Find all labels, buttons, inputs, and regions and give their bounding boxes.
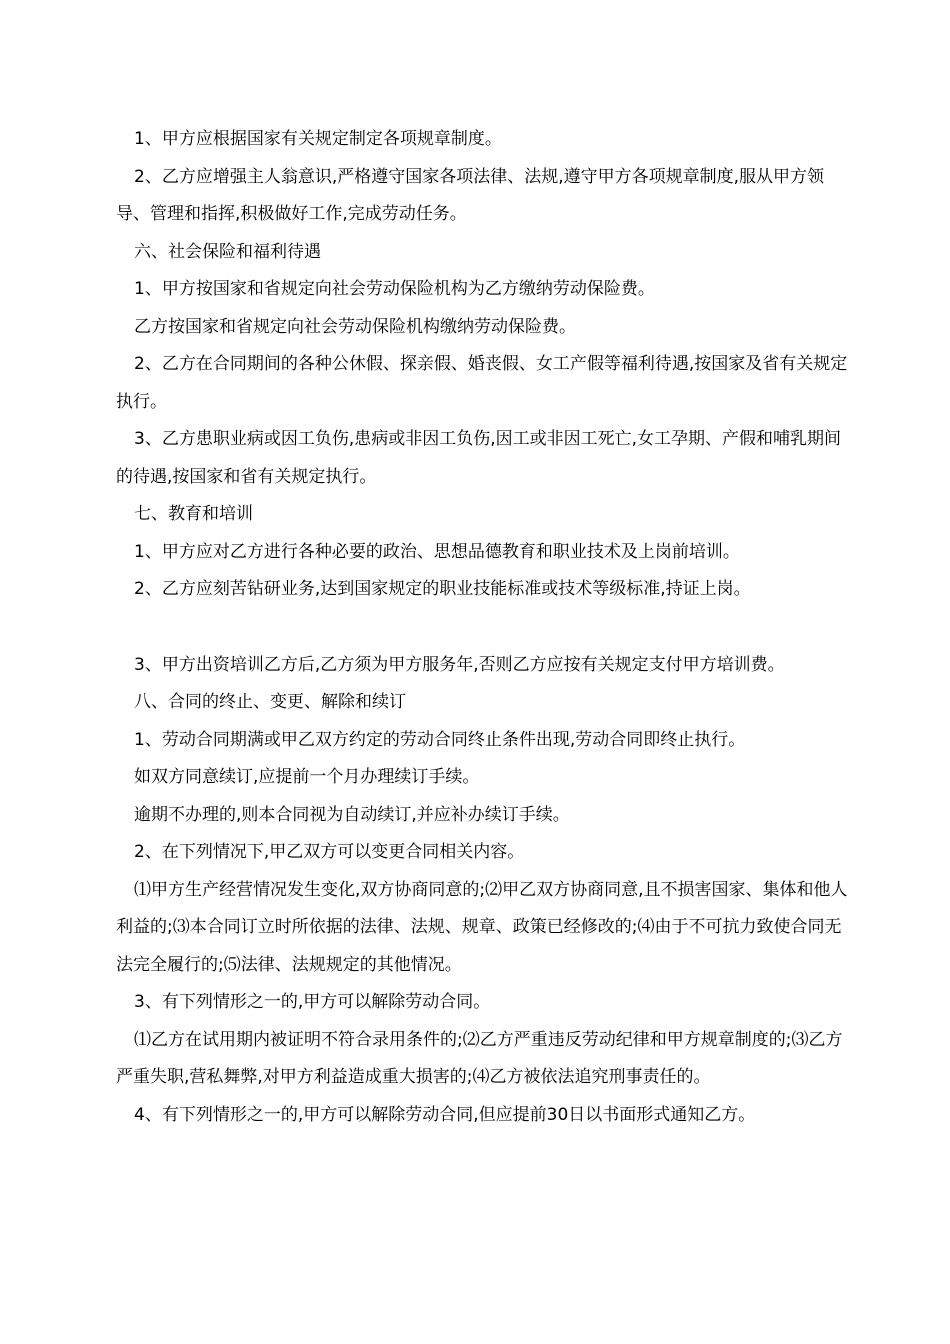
clause-text: 3、甲方出资培训乙方后,乙方须为甲方服务年,否则乙方应按有关规定支付甲方培训费。 [134,654,785,675]
clause-text: 如双方同意续订,应提前一个月办理续订手续。 [134,767,480,787]
clause-text: ⑴甲方生产经营情况发生变化,双方协商同意的;⑵甲乙双方协商同意,且不损害国家、集体和他人利益的;⑶本合同订立时所依据的法律、法规、规章、政策已经修改的;⑷由于不可抗力致使合同无法完全履行的;⑸法律、法规规定的其他情况。 [116,879,848,975]
section-heading: 七、教育和培训 [134,504,253,524]
clause-text: 1、甲方应对乙方进行各种必要的政治、思想品德教育和职业技术及上岗前培训。 [134,541,740,562]
clause-text: 3、乙方患职业病或因工负伤,患病或非因工负伤,因工或非因工死亡,女工孕期、产假和哺乳期间的待遇,按国家和省有关规定执行。 [116,429,842,487]
clause-text: 乙方按国家和省规定向社会劳动保险机构缴纳劳动保险费。 [134,316,576,337]
document-body [116,121,850,1134]
blank-line [116,609,850,647]
clause-text: 2、乙方应刻苦钻研业务,达到国家规定的职业技能标准或技术等级标准,持证上岗。 [134,579,751,599]
clause-text: 2、乙方在合同期间的各种公休假、探亲假、婚丧假、女工产假等福利待遇,按国家及省有关规定执行。 [116,354,848,412]
clause-text: 1、劳动合同期满或甲乙双方约定的劳动合同终止条件出现,劳动合同即终止执行。 [134,729,746,750]
clause-text: 2、乙方应增强主人翁意识,严格遵守国家各项法律、法规,遵守甲方各项规章制度,服从甲方领导、管理和指挥,积极做好工作,完成劳动任务。 [116,166,825,224]
section-heading: 八、合同的终止、变更、解除和续订 [134,692,406,712]
clause-text: 逾期不办理的,则本合同视为自动续订,并应补办续订手续。 [134,804,570,825]
clause-text: 3、有下列情形之一的,甲方可以解除劳动合同。 [134,992,491,1012]
section-heading: 六、社会保险和福利待遇 [134,241,321,262]
clause-text: 4、有下列情形之一的,甲方可以解除劳动合同,但应提前30日以书面形式通知乙方。 [134,1104,756,1125]
clause-text: ⑴乙方在试用期内被证明不符合录用条件的;⑵乙方严重违反劳动纪律和甲方规章制度的;⑶乙方严重失职,营私舞弊,对甲方利益造成重大损害的;⑷乙方被依法追究刑事责任的。 [116,1029,843,1087]
clause-text: 1、甲方应根据国家有关规定制定各项规章制度。 [134,129,502,149]
clause-text: 2、在下列情况下,甲乙双方可以变更合同相关内容。 [134,842,525,862]
clause-text: 1、甲方按国家和省规定向社会劳动保险机构为乙方缴纳劳动保险费。 [134,279,655,299]
